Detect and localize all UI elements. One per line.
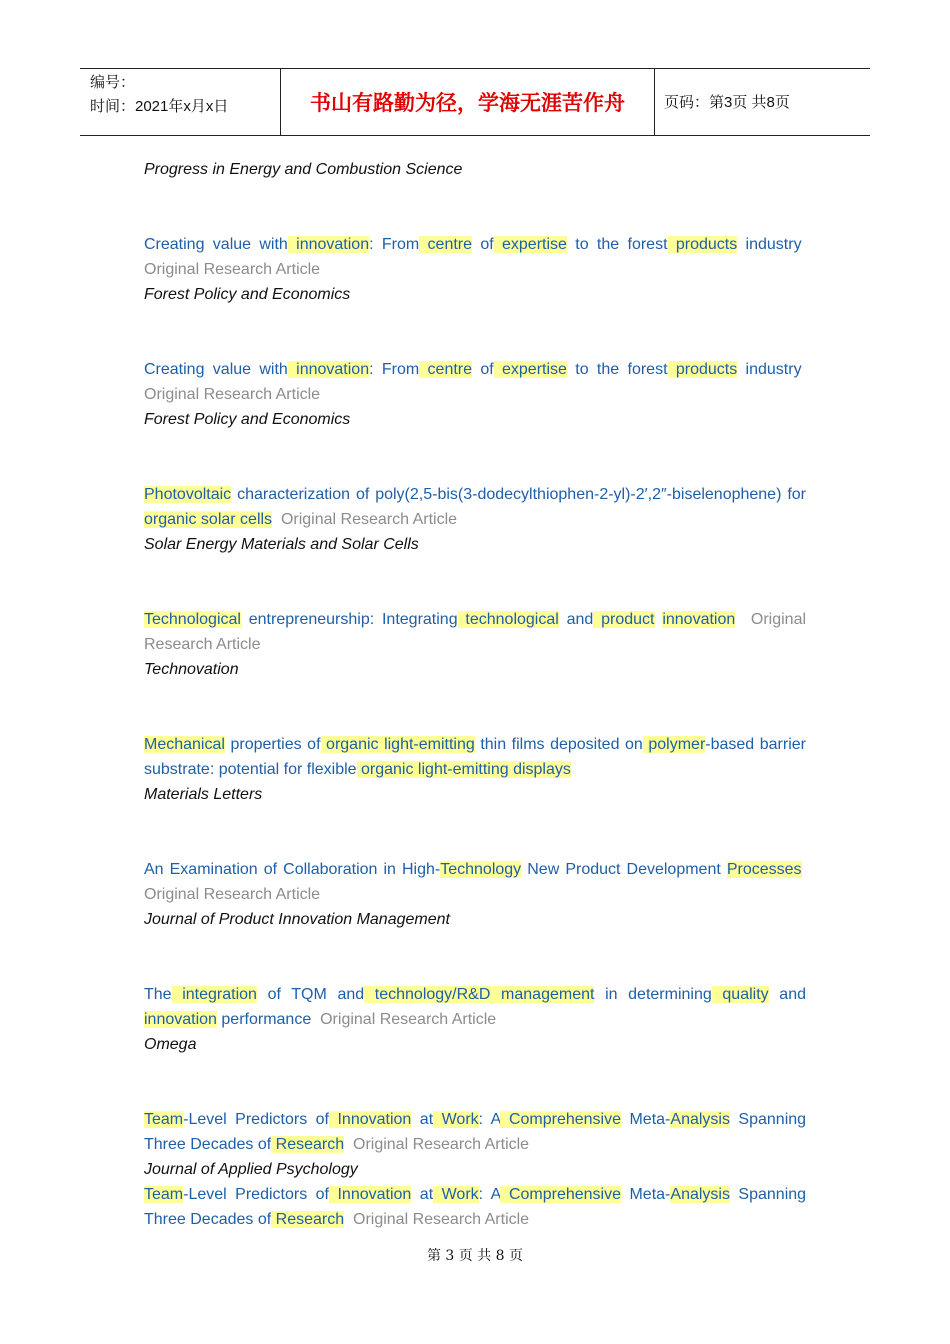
reference-entry: [144, 232, 806, 307]
article-type-label: Original Research Article: [272, 511, 458, 528]
header-meta: [80, 69, 281, 135]
article-type-label: Original Research Article: [144, 611, 807, 653]
journal-name: Progress in Energy and Combustion Science: [144, 161, 463, 178]
entries-container: [144, 232, 806, 1232]
journal-name: Journal of Product Innovation Management: [144, 911, 450, 928]
article-type-label: Original Research Article: [311, 1011, 497, 1028]
journal-name: Materials Letters: [144, 786, 263, 803]
journal-name: Omega: [144, 1036, 197, 1053]
journal-name: Solar Energy Materials and Solar Cells: [144, 536, 419, 553]
reference-entry: [144, 1107, 806, 1182]
journal-name: Forest Policy and Economics: [144, 286, 351, 303]
journal-name: Forest Policy and Economics: [144, 411, 351, 428]
time-label: 时间：2021年x月x日: [90, 98, 229, 115]
reference-entry: [144, 982, 806, 1057]
article-title-link[interactable]: Creating value with innovation: From centre of expertise to the forest products industry Original Research Article: [144, 361, 807, 403]
reference-entry: [144, 857, 806, 932]
article-type-label: Original Research Article: [344, 1211, 530, 1228]
article-type-label: Original Research Article: [144, 861, 807, 903]
page-footer: 第 3 页 共 8 页: [426, 1248, 524, 1264]
reference-entry: [144, 1182, 806, 1232]
article-title-link[interactable]: The integration of TQM and technology/R&D management in determining quality and innovation performance Original Research Article: [144, 986, 806, 1028]
reference-entry: [144, 357, 806, 432]
article-title-link[interactable]: Mechanical properties of organic light-emitting thin films deposited on polymer-based barrier substrate: potential for flexible organic light-emitting displays: [144, 736, 806, 778]
journal-name: Technovation: [144, 661, 239, 678]
article-title-link[interactable]: An Examination of Collaboration in High-Technology New Product Development Processes Original Research Article: [144, 861, 807, 903]
page-header: [80, 68, 870, 136]
reference-entry: [144, 607, 806, 682]
article-title-link[interactable]: Creating value with innovation: From centre of expertise to the forest products industry Original Research Article: [144, 236, 807, 278]
number-label: 编号：: [90, 74, 136, 91]
reference-list: [144, 157, 806, 1232]
article-title-link[interactable]: Team-Level Predictors of Innovation at Work: A Comprehensive Meta-Analysis Spanning Three Decades of Research Original Research Article: [144, 1186, 807, 1228]
journal-name: Journal of Applied Psychology: [144, 1161, 358, 1178]
reference-entry: [144, 482, 806, 557]
article-title-link[interactable]: Photovoltaic characterization of poly(2,5-bis(3-dodecylthiophen-2-yl)-2′,2″-biselenophene) for organic solar cells Original Research Article: [144, 486, 806, 528]
article-type-label: Original Research Article: [144, 236, 807, 278]
article-type-label: Original Research Article: [144, 361, 807, 403]
article-title-link[interactable]: Team-Level Predictors of Innovation at Work: A Comprehensive Meta-Analysis Spanning Three Decades of Research Original Research Article: [144, 1111, 807, 1153]
header-page-info: 页码：第3页 共8页: [664, 94, 790, 111]
article-type-label: Original Research Article: [344, 1136, 530, 1153]
article-title-link[interactable]: Technological entrepreneurship: Integrating technological and product innovation Original Research Article: [144, 611, 807, 653]
header-motto: 书山有路勤为径，学海无涯苦作舟: [281, 69, 655, 135]
reference-entry: [144, 732, 806, 807]
